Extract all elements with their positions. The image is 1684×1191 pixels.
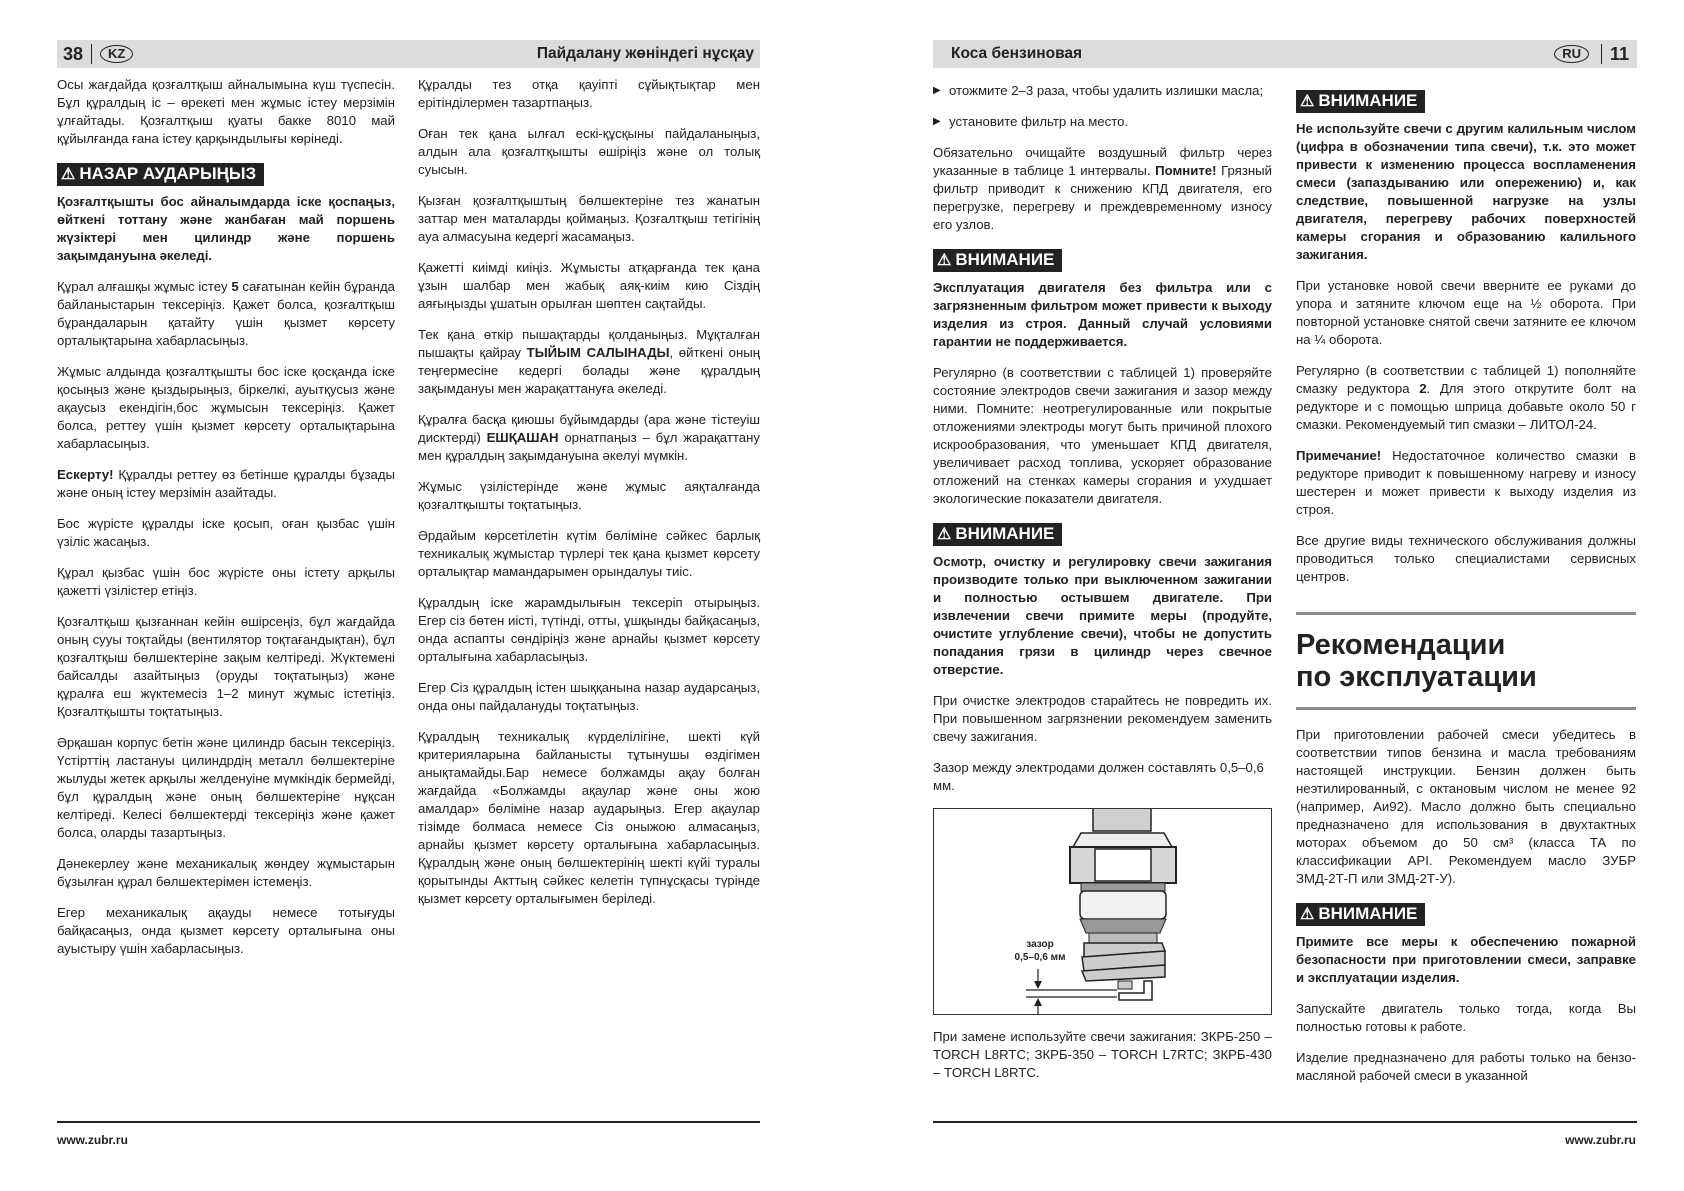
paragraph: Осы жағдайда қозғалтқыш айналымына күш түспесін. Бұл құралдың іс – өрекеті мен жұмыс істеу мерзімін ұлғайтады. Қозғалтқыш қуаты бакке 8010 май құйылғанда ғана істеу қарқындылығы көрінеді.: [57, 77, 395, 146]
text: , өйткені оның теңгермесіне кедергі болады және құралдың зақымдануы мен жарақаттануға әкеледі.: [418, 345, 761, 396]
warning-label: [1296, 90, 1425, 113]
bullet-text: отожмите 2–3 раза, чтобы удалить излишки масла;: [949, 83, 1264, 98]
text: сағатынан кейін бұранда байланыстарын тексеріңіз. Қажет болса, қозғалтқыш бұрандаларын қатайту үшін қызмет көрсету орталықтарына хабарласыңыз.: [57, 279, 396, 348]
bold-text: 5: [231, 279, 239, 294]
paragraph: Әрқашан корпус бетін және цилиндр басын тексеріңіз. Үстірттің ластануы цилиндрдің металл бөлшектеріне жылуды жетек арқылы желденуіне мүмкіндік бермейді, бұл құралдың және оның бөлшектеріне нұқсан келтіреді. Келесі бөлшектерді тексеріңіз және қажет болса, оларды тазартыңыз.: [57, 735, 395, 840]
paragraph: Құрал қызбас үшін бос жүрісте оны істету арқылы қажетті үзілістер етіңіз.: [57, 565, 395, 598]
footer-url[interactable]: www.zubr.ru: [57, 1133, 128, 1147]
paragraph: Регулярно (в соответствии с таблицей 1) проверяйте состояние электродов свечи зажигания и зазор между ними. Помните: неотрегулированные или покрытые отложениями электроды могут быть причиной плохого искрообразования, что уменьшает КПД двигателя, увеличивает расход топлива, ускоряет образование отложений на стенках камеры сгорания и ухудшает экологические показатели двигателя.: [933, 365, 1272, 506]
text: орнатпаңыз – бұл жарақаттану мен құралдың зақымдануына әкелуі мүмкін.: [418, 430, 760, 463]
right-page: [842, 0, 1684, 1191]
paragraph: Қозғалтқыш қызғаннан кейін өшірсеңіз, бұл жағдайда оның сууы тоқтайды (вентилятор тоқтағандықтан), бұл қозғалтқыш бөлшектеріне зақым келтіреді. Жүктемені байсалды азайтыңыз (оруды тоқтатыңыз) және құралға еш жүктемесіз 1–2 минут жұмыс істетіңіз. Қозғалтқышты тоқтатыңыз.: [57, 614, 395, 719]
warning-triangle-icon: ⚠: [937, 526, 952, 543]
text: Құрал алғашқы жұмыс істеу: [57, 279, 232, 294]
footer-url[interactable]: www.zubr.ru: [1565, 1133, 1636, 1147]
warning-label: [933, 249, 1062, 272]
bold-text: Помните!: [1155, 163, 1217, 178]
footer-rule: [933, 1121, 1637, 1123]
left-column-1: [57, 76, 395, 971]
text: . Для этого открутите болт на редукторе и с помощью шприца добавьте около 50 г смазки. Рекомендуемый тип смазки – ЛИТОЛ-24.: [1296, 381, 1636, 432]
right-page-header: [933, 40, 1637, 68]
paragraph: Зазор между электродами должен составлять 0,5–0,6 мм.: [933, 760, 1264, 793]
bold-text: 2: [1419, 381, 1427, 396]
paragraph: Қажетті киімді киіңіз. Жұмысты атқарғанда тек қана ұзын шалбар мен жабық аяқ-киім кию Сіздің аяғыңызды ұшатын орылған шөптен сақтайды.: [418, 260, 760, 311]
bullet-item: [933, 113, 1272, 131]
paragraph: Егер Сіз құралдың істен шыққанына назар аударсаңыз, онда оны пайдалануды тоқтатыңыз.: [418, 680, 760, 713]
plug-shaft: [1093, 809, 1151, 831]
warning-label: [1296, 903, 1425, 926]
warning-text: Не используйте свечи с другим калильным числом (цифра в обозначении типа свечи), т.к. это может привести к изменению процесса воспламенения смеси (запаздыванию или опережению) и, как следствие, повышенной нагрузке на узлы двигателя, перегреву рабочих поверхностей камеры сгорания и образованию калильного зажигания.: [1296, 121, 1636, 262]
paragraph: Егер механикалық ақауды немесе тотығуды байқасаңыз, онда қызмет көрсету орталығына оны ауыстыру үшін хабарласыңыз.: [57, 905, 395, 956]
warning-label-text: НАЗАР АУДАРЫҢЫЗ: [79, 164, 257, 183]
center-electrode: [1118, 981, 1132, 989]
triangle-bullet-icon: ▶: [933, 85, 941, 96]
bullet-text: установите фильтр на место.: [949, 114, 1129, 129]
warning-label: [57, 163, 264, 186]
warning-label-text: ВНИМАНИЕ: [955, 250, 1055, 269]
page-number: 11: [1609, 43, 1629, 64]
bold-text: Примечание!: [1296, 448, 1382, 463]
language-badge: KZ: [100, 45, 133, 63]
paragraph: Изделие предназначено для работы только на бензо-масляной рабочей смеси в указанной: [1296, 1050, 1636, 1083]
bullet-item: [933, 82, 1272, 100]
paragraph: При замене используйте свечи зажигания: ЗКРБ-250 – TORCH L8RTC; ЗКРБ-350 – TORCH L7RTC; ЗКРБ-430 – TORCH L8RTC.: [933, 1029, 1272, 1080]
right-column-2: [1296, 90, 1636, 1098]
warning-text: Қозғалтқышты бос айналымдарда іске қоспаңыз, өйткені тоттану және жанбаған май поршень жүзіктері мен цилиндр және поршень зақымдануына әкеледі.: [57, 194, 395, 263]
triangle-bullet-icon: ▶: [933, 116, 941, 127]
warning-triangle-icon: ⚠: [61, 166, 76, 183]
paragraph: [1296, 447, 1636, 519]
plug-collar: [1081, 883, 1165, 891]
spark-plug-diagram: [934, 809, 1271, 1014]
section-title: [1296, 629, 1636, 693]
paragraph: Оған тек қана ылғал ескі-құсқыны пайдаланыңыз, алдын ала қозғалтқышты өшіріңіз және ол толық суысын.: [418, 126, 760, 177]
left-column-2: [418, 76, 760, 921]
paragraph: Қызған қозғалтқыштың бөлшектеріне тез жанатын заттар мен маталарды қоймаңыз. Қозғалтқыш тетігінің ауа алмасуына кедергі жасамаңыз.: [418, 193, 760, 244]
paragraph: Бос жүрісте құралды іске қосып, оған қызбас үшін үзіліс жасаңыз.: [57, 516, 395, 549]
bold-text: Ескерту!: [57, 467, 114, 482]
right-column-1: [933, 82, 1272, 1095]
plug-hex-top: [1073, 833, 1172, 847]
text: Құралды реттеу өз бетінше құралды бұзады және оның істеу мерзімін азайтады.: [57, 467, 395, 500]
paragraph: Жұмыс алдында қозғалтқышты бос іске қосқанда іске қосыңыз және қыздырыңыз, біркелкі, ауытқусыз және ақаусыз екендігін,бос жұмысын тексеріңіз. Қажет болса, реттеу үшін қызмет көрсету орталықтарына хабарласыңыз.: [57, 364, 395, 451]
spark-plug-figure: [933, 808, 1272, 1015]
section-title-line: Рекомендации: [1296, 629, 1506, 661]
warning-text: Примите все меры к обеспечению пожарной безопасности при приготовлении смеси, заправке и эксплуатации изделия.: [1296, 934, 1636, 985]
section-rule-bottom: [1296, 707, 1636, 710]
warning-label: [933, 523, 1062, 546]
paragraph: [418, 326, 760, 398]
text: Грязный фильтр приводит к снижению КПД двигателя, его перегрузке, перегреву и преждевременному износу его узлов.: [933, 163, 1272, 232]
paragraph: Әрдайым көрсетілетін күтім бөліміне сәйкес барлық техникалық жұмыстар түрлері тек қана қызмет көрсету орталықтар мамандарымен орындалуы тиіс.: [418, 528, 760, 579]
paragraph: Жұмыс үзілістерінде және жұмыс аяқталғанда қозғалтқышты тоқтатыңыз.: [418, 479, 760, 512]
header-title: Пайдалану жөніндегі нұсқау: [536, 45, 754, 62]
text: Тек қана өткір пышақтарды қолданыңыз. Мұқталған пышақты қайрау: [418, 327, 760, 360]
paragraph: Құралдың техникалық күрделілігіне, шекті күй критерияларына байланысты тұтынушы өздігімен анықтамайды.Бар немесе болжамды ақау болған жағдайда «Болжамды ақаулар және оны жою амалдар» бөліміне назар аударыңыз. Егер ақаулар тізімде болмаса немесе Сіз оныжою алмасаңыз, арнайы қызмет көрсету орталығына хабарласыңыз. Құралдың және оның бөлшектерінің шекті күйі туралы қорытынды Акттың сәйкес келетін түпнұсқасы түрінде қызмет көрсету орталығымен беріледі.: [418, 729, 760, 906]
left-page-header: [57, 40, 760, 68]
warning-label-text: ВНИМАНИЕ: [1318, 91, 1418, 110]
paragraph: [1296, 362, 1636, 434]
arrow-down-icon: [1034, 981, 1042, 989]
page-number: 38: [63, 43, 84, 64]
language-badge: RU: [1554, 45, 1589, 63]
paragraph: При установке новой свечи вверните ее руками до упора и затяните ключом еще на ½ оборота. При повторной установке снятой свечи затяните ее ключом на ¼ оборота.: [1296, 278, 1636, 347]
warning-text: Осмотр, очистку и регулировку свечи зажигания производите только при выключенном зажигании и полностью остывшем двигателе. При извлечении свечи примите меры (продуйте, очистите углубление свечи), чтобы не допустить попадания грязи в цилиндр через свечное отверстие.: [933, 554, 1272, 677]
section-title-line: по эксплуатации: [1296, 661, 1537, 693]
header-title: Коса бензиновая: [951, 45, 1083, 62]
text: Обязательно очищайте воздушный фильтр через указанные в таблице 1 интервалы.: [933, 145, 1272, 178]
paragraph: При очистке электродов старайтесь не повредить их. При повышенном загрязнении рекомендуем заменить свечу зажигания.: [933, 693, 1272, 744]
paragraph: [418, 411, 760, 465]
warning-triangle-icon: ⚠: [1300, 93, 1315, 110]
footer-rule: [57, 1121, 760, 1123]
text: Регулярно (в соответствии с таблицей 1) пополняйте смазку редуктора: [1296, 363, 1636, 396]
header-separator: [1601, 44, 1602, 64]
paragraph: Все другие виды технического обслуживания должны проводиться только специалистами сервисных центров.: [1296, 533, 1636, 584]
paragraph: [57, 466, 395, 502]
paragraph: [57, 278, 395, 350]
header-separator: [91, 44, 92, 64]
warning-label-text: ВНИМАНИЕ: [1318, 904, 1418, 923]
warning-text: Эксплуатация двигателя без фильтра или с загрязненным фильтром может привести к выходу изделия из строя. Данный случай условиями гарантии не поддерживается.: [933, 280, 1272, 349]
bold-text: ЕШҚАШАН: [486, 430, 559, 445]
text: Недостаточное количество смазки в редукторе приводит к повышенному нагреву и износу шестерен и может привести к выходу изделия из строя.: [1296, 448, 1636, 517]
bold-text: ТЫЙЫМ САЛЫНАДЫ: [526, 345, 670, 360]
section-rule-top: [1296, 612, 1636, 615]
paragraph: При приготовлении рабочей смеси убедитесь в соответствии типов бензина и масла требованиям настоящей инструкции. Бензин должен быть неэтилированный, с октановым числом не менее 92 (например, Аи92). Масло должно быть специально предназначено для использования в двухтактных моторах объемом до 50 см³ (класса ТА по классификации API. Рекомендуем масло ЗУБР ЗМД-2Т-П или ЗМД-2Т-У).: [1296, 727, 1636, 886]
gap-label-line1: зазор: [1026, 939, 1054, 950]
warning-label-text: ВНИМАНИЕ: [955, 524, 1055, 543]
paragraph: Дәнекерлеу және механикалық жөндеу жұмыстарын бұзылған құрал бөлшектерімен істемеңіз.: [57, 856, 395, 889]
arrow-up-icon: [1034, 998, 1042, 1006]
paragraph: Құралды тез отқа қауіпті сұйықтықтар мен ерітінділермен тазартпаңыз.: [418, 77, 760, 110]
gap-label-line2: 0,5–0,6 мм: [1014, 952, 1066, 963]
text: Құралға басқа қиюшы бұйымдарды (ара және тістеуіш дисктерді): [418, 412, 760, 445]
paragraph: Запускайте двигатель только тогда, когда Вы полностью готовы к работе.: [1296, 1001, 1636, 1034]
paragraph: Құралдың іске жарамдылығын тексеріп отырыңыз. Егер сіз бөтен иісті, түтінді, отты, ұшқынды байқасаңыз, онда аспапты сөндіріңіз және арнайы қызмет көрсету орталығына хабарласыңыз.: [418, 595, 760, 664]
plug-threads: [1082, 943, 1165, 981]
warning-triangle-icon: ⚠: [937, 252, 952, 269]
paragraph: [933, 144, 1272, 234]
warning-triangle-icon: ⚠: [1300, 906, 1315, 923]
